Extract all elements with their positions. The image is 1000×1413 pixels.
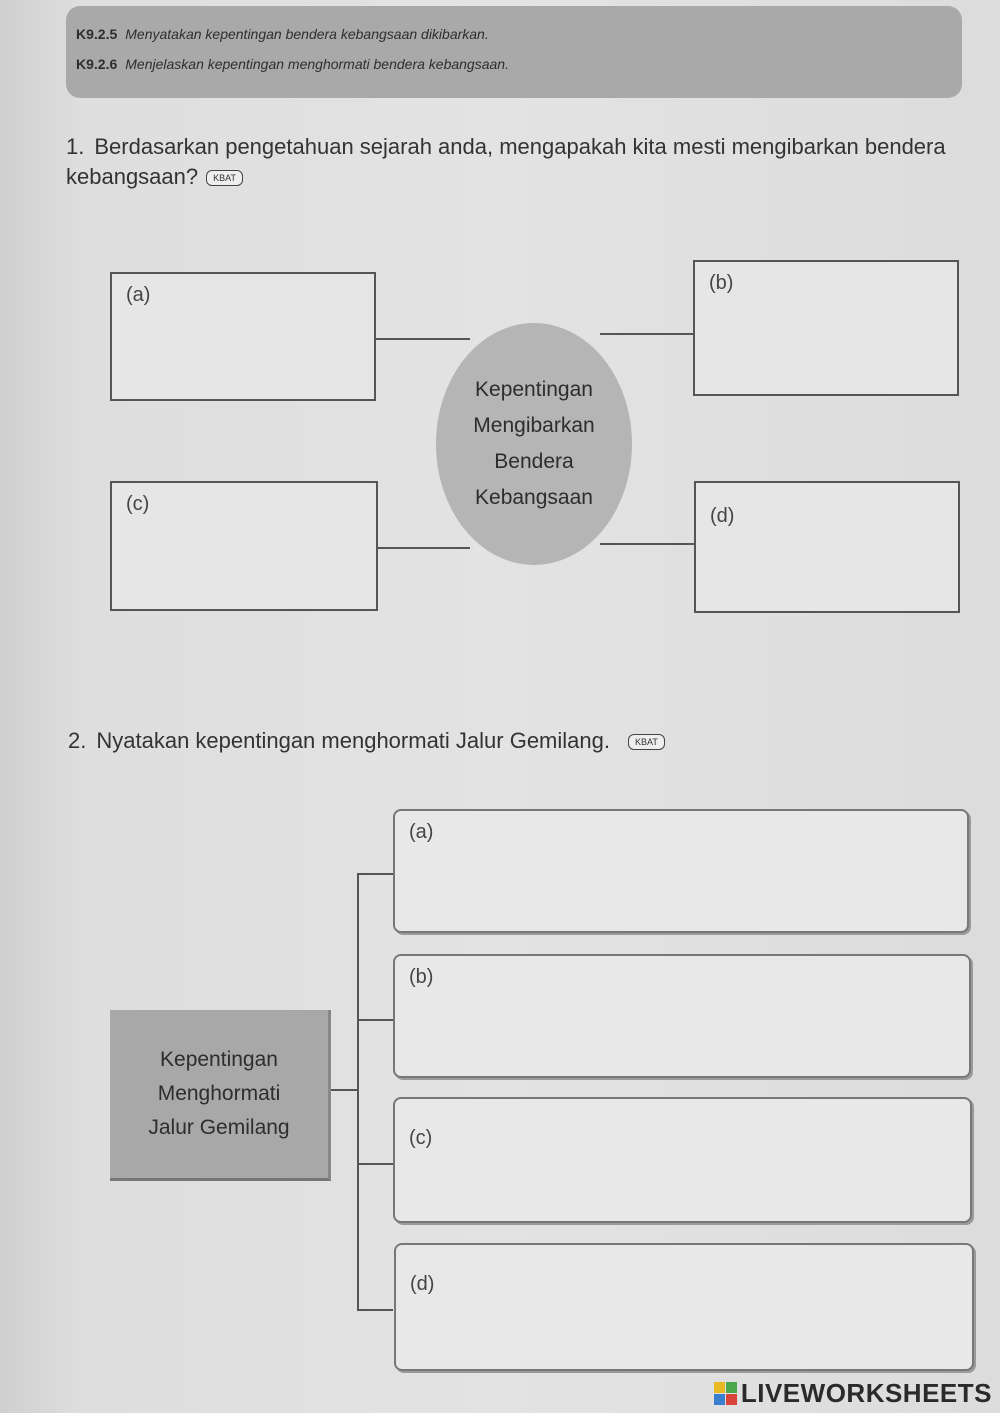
answer-box-q2-c[interactable] <box>393 1097 972 1223</box>
center-topic-ellipse <box>436 323 632 565</box>
liveworksheets-icon <box>714 1382 737 1405</box>
question-number: 1. <box>66 134 85 159</box>
box-label: (c) <box>409 1127 433 1149</box>
standard-text: Menjelaskan kepentingan menghormati bendera kebangsaan. <box>125 56 509 72</box>
connector-line <box>376 547 470 549</box>
brand-name: LIVEWORKSHEETS <box>740 1378 992 1408</box>
answer-box-q2-a[interactable] <box>393 809 969 933</box>
center-line: Kepentingan <box>475 378 593 401</box>
kbat-badge: KBAT <box>628 734 665 750</box>
box-label: (c) <box>126 493 150 515</box>
center-line: Menghormati <box>157 1082 281 1105</box>
connector-line <box>328 1089 358 1091</box>
logo-square <box>726 1382 737 1393</box>
bracket-line <box>357 873 359 1311</box>
question-text: Berdasarkan pengetahuan sejarah anda, mengapakah kita mesti mengibarkan bendera kebangsaan? <box>66 134 946 189</box>
center-topic-text <box>473 372 594 516</box>
box-label: (b) <box>709 272 734 294</box>
standard-line-2 <box>76 56 509 72</box>
center-line: Mengibarkan <box>473 414 595 437</box>
question-number: 2. <box>68 728 87 753</box>
answer-box-q1-c[interactable] <box>110 481 378 611</box>
standard-text: Menyatakan kepentingan bendera kebangsaan dikibarkan. <box>125 26 489 42</box>
standard-code: K9.2.5 <box>76 26 118 42</box>
center-line: Kebangsaan <box>475 486 593 509</box>
question-2 <box>68 726 948 756</box>
center-line: Kepentingan <box>160 1048 278 1071</box>
connector-line <box>357 1309 393 1311</box>
answer-box-q1-d[interactable] <box>694 481 960 613</box>
answer-box-q1-b[interactable] <box>693 260 959 396</box>
connector-line <box>600 333 694 335</box>
box-label: (b) <box>409 966 434 988</box>
question-1 <box>66 132 960 192</box>
center-topic-box <box>110 1010 331 1181</box>
connector-line <box>374 338 470 340</box>
answer-box-q2-b[interactable] <box>393 954 971 1078</box>
connector-line <box>357 1019 393 1021</box>
answer-box-q1-a[interactable] <box>110 272 376 401</box>
center-line: Jalur Gemilang <box>148 1116 290 1139</box>
standard-code: K9.2.6 <box>76 56 118 72</box>
logo-square <box>714 1382 725 1393</box>
standard-line-1 <box>76 26 489 42</box>
connector-line <box>357 873 393 875</box>
connector-line <box>357 1163 393 1165</box>
learning-standards-header <box>66 6 962 98</box>
center-line: Bendera <box>494 450 574 473</box>
box-label: (a) <box>126 284 151 306</box>
kbat-badge: KBAT <box>206 170 243 186</box>
box-label: (a) <box>409 821 434 843</box>
center-topic-text <box>148 1043 289 1145</box>
logo-square <box>714 1394 725 1405</box>
question-text: Nyatakan kepentingan menghormati Jalur Gemilang. <box>96 728 610 753</box>
logo-square <box>726 1394 737 1405</box>
connector-line <box>600 543 695 545</box>
box-label: (d) <box>710 505 735 527</box>
box-label: (d) <box>410 1273 435 1295</box>
liveworksheets-logo <box>714 1378 992 1409</box>
answer-box-q2-d[interactable] <box>394 1243 974 1371</box>
